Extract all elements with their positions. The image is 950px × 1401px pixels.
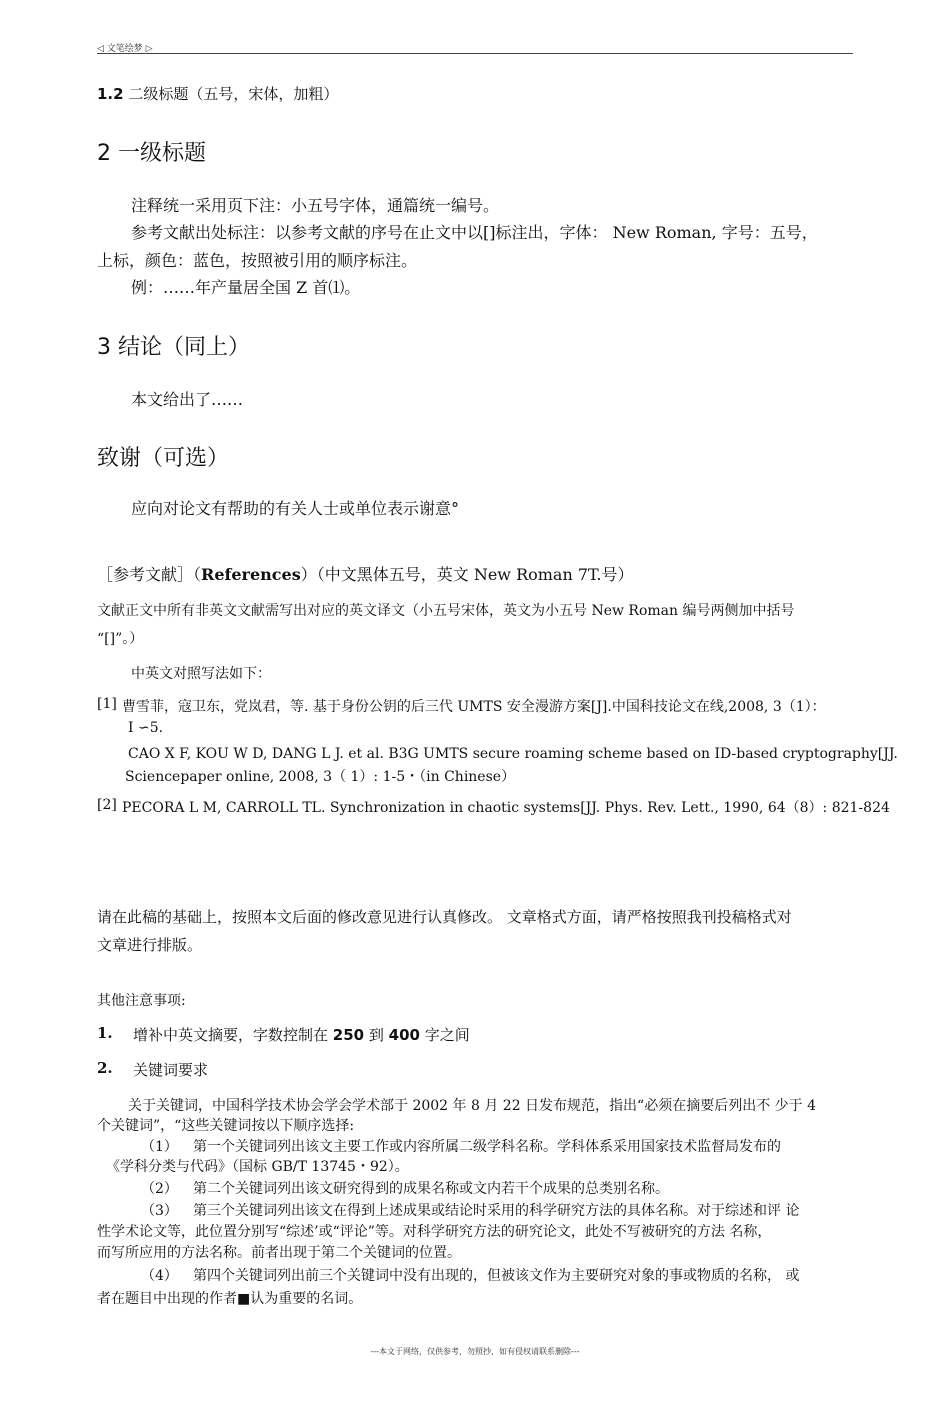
keyword-4-line-2: 者在题目中出现的作者■认为重要的名词。 (97, 1291, 363, 1307)
reference-1-en-line-2: Sciencepaper online, 2008, 3（ 1）: 1-5・（in Chinese） (125, 769, 516, 785)
heading-2: 2 一级标题 (97, 141, 206, 166)
item-1-text-e: 字之间 (419, 1026, 470, 1044)
references-note-line-1 (97, 600, 794, 620)
revision-request-line-2: 文章进行排版。 (97, 936, 203, 954)
subheading-1-2 (97, 83, 338, 104)
reference-1-cn-line-2: I ∽5. (128, 720, 164, 736)
item-1-text-c: 到 (364, 1026, 389, 1044)
notes-example: 例：……年产量居全国 Z 首⑴。 (131, 278, 361, 297)
keyword-4-number: （4） (141, 1268, 178, 1284)
keyword-4-line-1: 第四个关键词列出前三个关键词中没有出现的，但被该文作为主要研究对象的事或物质的名称， 或 (193, 1268, 800, 1284)
keyword-3-line-3: 而写所应用的方法名称。前者出现于第二个关键词的位置。 (97, 1245, 461, 1261)
item-1-text-a: 增补中英文摘要，字数控制在 (133, 1026, 333, 1044)
item-2-number: 2. (97, 1059, 113, 1077)
heading-3-conclusion: 3 结论（同上） (97, 335, 250, 360)
references-note-lead: 文献正文中所有非英文文献需写出对应的英文译文 (97, 603, 405, 619)
item-1-min: 250 (332, 1026, 365, 1044)
keywords-intro-line-2: 个关键词”，“这些关键词按以下顺序选择: (97, 1118, 355, 1134)
notes-paragraph-2b: 上标，颜色：蓝色，按照被引用的顺序标注。 (97, 251, 418, 270)
reference-1-en-line-1: CAO X F, KOU W D, DANG L J. et al. B3G UMTS secure roaming scheme based on ID-based cryptography[JJ. (128, 746, 898, 762)
revision-request-line-1: 请在此稿的基础上，按照本文后面的修改意见进行认真修改。 文章格式方面，请严格按照我刊投稿格式对 (97, 908, 792, 926)
keyword-1-line-1: 第一个关键词列出该文主要工作或内容所属二级学科名称。学科体系采用国家技术监督局发布的 (193, 1139, 781, 1155)
item-2-text: 关键词要求 (133, 1061, 209, 1079)
other-notes-label: 其他注意事项: (97, 993, 186, 1009)
notes-paragraph-2a: 参考文献出处标注：以参考文献的序号在止文中以[]标注出，字体： New Roman, 字号：五号， (131, 223, 818, 242)
references-heading-suffix: ）（中文黑体五号，英文 New Roman 7T.号） (300, 565, 634, 584)
keyword-1-line-2: 《学科分类与代码》（国标 GB/T 13745・92）。 (106, 1159, 409, 1175)
subheading-text: 二级标题（五号，宋体，加粗） (123, 85, 339, 103)
reference-2-text: PECORA L M, CARROLL TL. Synchronization in chaotic systems[JJ. Phys. Rev. Lett., 1990, 64（8）: 821-824 (122, 800, 890, 816)
subheading-number: 1.2 (97, 85, 124, 103)
keyword-3-line-2: 性学术论文等，此位置分别写“综述’或“评论”等。对科学研究方法的研究论文，此处不写被研究的方法 名称， (97, 1224, 772, 1240)
keyword-1-number: （1） (141, 1139, 178, 1155)
conclusion-body: 本文给出了…… (131, 390, 244, 409)
item-1-max: 400 (388, 1026, 420, 1044)
keywords-intro-line-1: 关于关键词，中国科学技术协会学会学术部于 2002 年 8 月 22 日发布规范，指出“必须在摘要后列出不 少于 4 (128, 1098, 817, 1114)
references-note-detail: （小五号宋体，英文为小五号 New Roman 编号两侧加中括号 (405, 603, 795, 619)
page-header: ◁ 文笔绘梦 ▷ (97, 44, 153, 54)
item-1-text (133, 1024, 470, 1045)
notes-paragraph-1: 注释统一采用页下注：小五号字体，通篇统一编号。 (131, 196, 500, 215)
item-1-number: 1. (97, 1024, 113, 1042)
reference-2-number: [2] (97, 797, 117, 813)
references-heading (97, 562, 633, 585)
keyword-3-number: （3） (141, 1203, 178, 1219)
reference-1-number: [1] (97, 696, 117, 712)
references-note-line-2: “[]”。） (97, 631, 144, 647)
header-divider (97, 53, 853, 54)
acknowledgements-body: 应向对论文有帮助的有关人士或单位表示谢意° (131, 499, 460, 518)
heading-acknowledgements: 致谢（可选） (97, 446, 230, 471)
cn-en-label: 中英文对照写法如下： (131, 666, 271, 682)
keyword-2-number: （2） (141, 1181, 178, 1197)
reference-1-cn-line-1: 曹雪菲，寇卫东，党岚君，等. 基于身份公钥的后三代 UMTS 安全漫游方案[J].中国科技论文在线,2008, 3（1）： (122, 699, 826, 715)
references-heading-prefix: ［参考文献］（ (97, 565, 202, 584)
keyword-2-line-1: 第二个关键词列出该文研究得到的成果名称或文内若干个成果的总类别名称。 (193, 1181, 669, 1197)
page-footer: ---本文于网络，仅供参考，勿照抄，如有侵权请联系删除--- (370, 1347, 580, 1356)
references-heading-en: References (201, 565, 301, 584)
keyword-3-line-1: 第三个关键词列出该文在得到上述成果或结论时采用的科学研究方法的具体名称。对于综述和评 论 (193, 1203, 800, 1219)
